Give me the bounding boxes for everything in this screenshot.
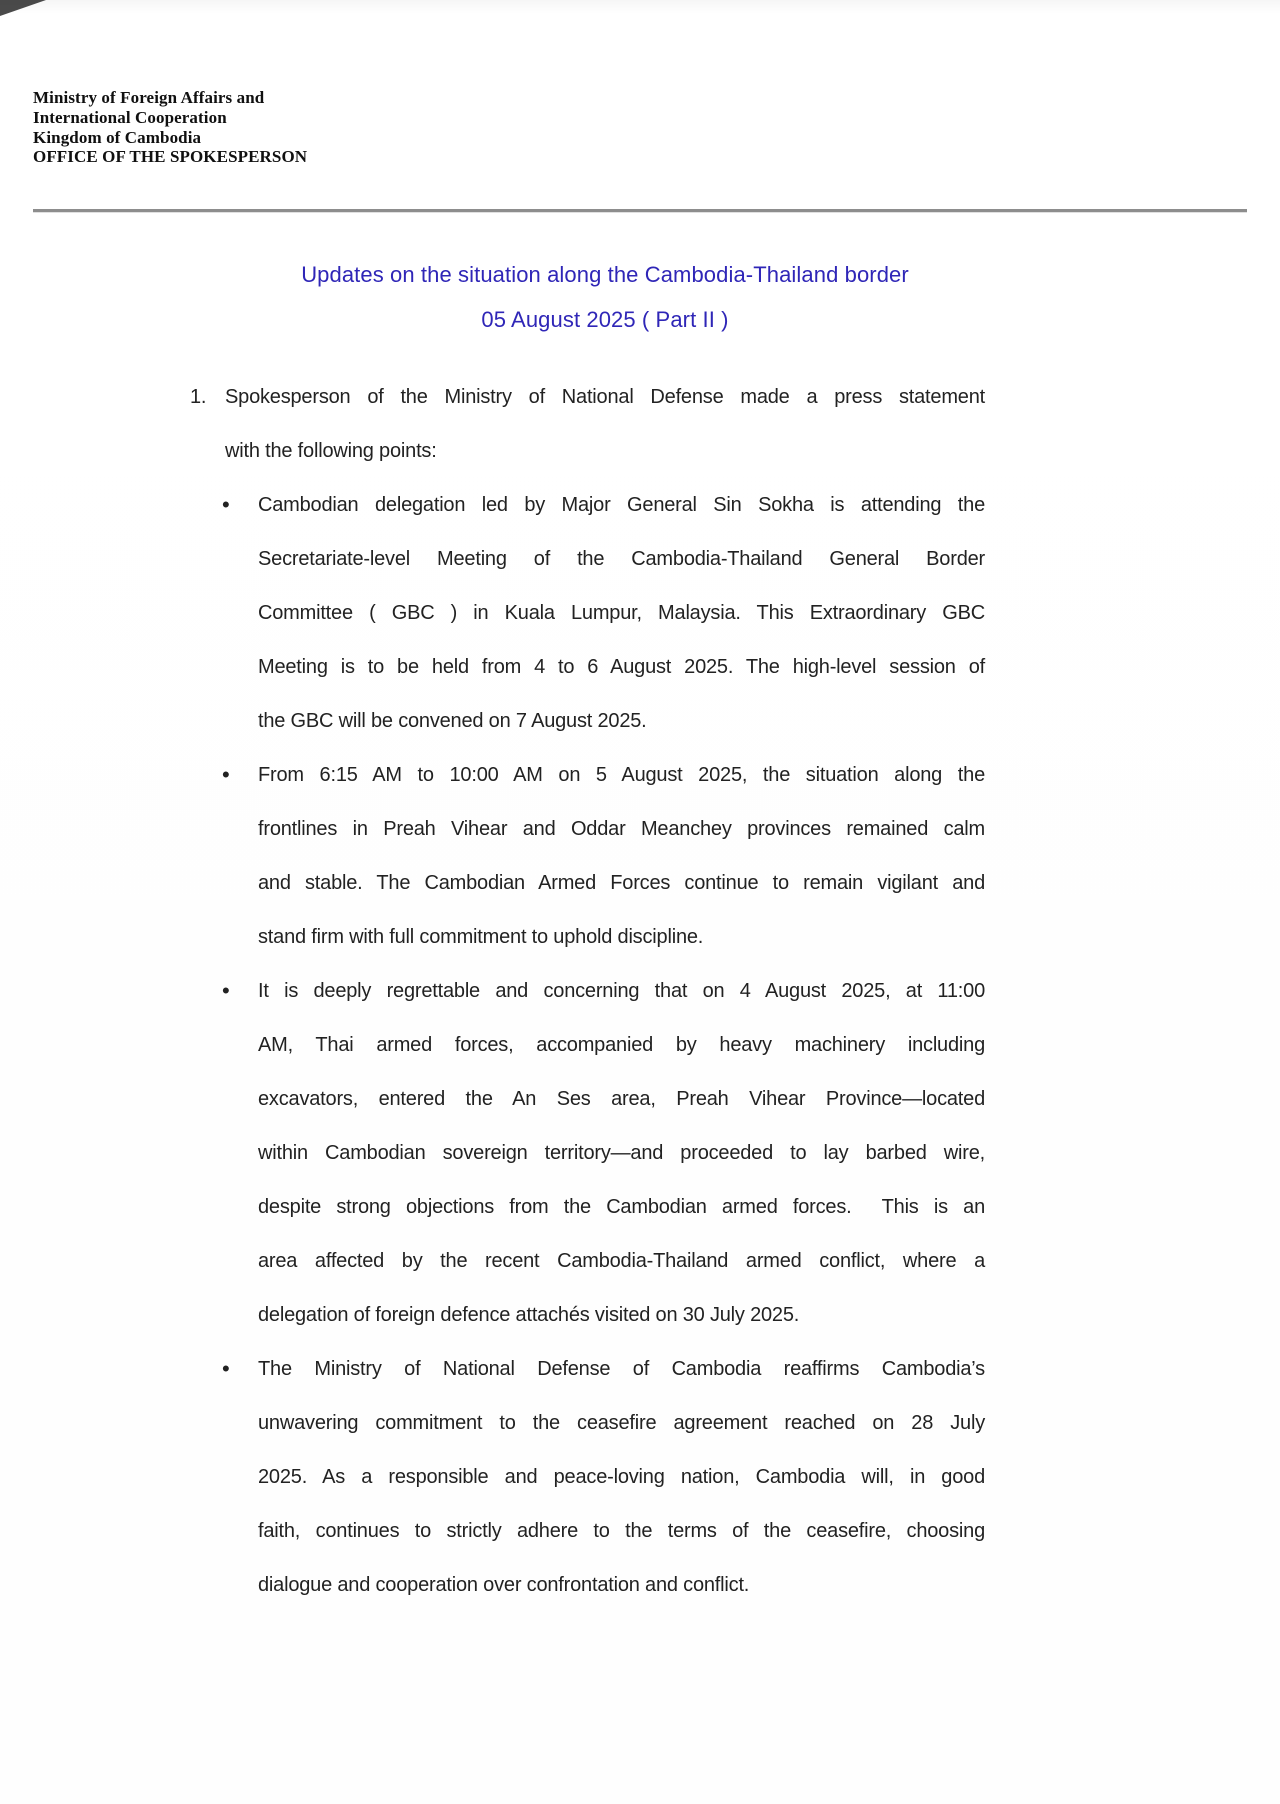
bullet-marker: • [222,762,230,787]
statement-body [190,370,985,1612]
bullet-line: frontlines in Preah Vihear and Oddar Meanchey provinces remained calm [258,818,985,840]
bullet-text [258,1342,985,1612]
bullet-item [190,748,985,964]
bullet-text [258,478,985,748]
bullet-line: within Cambodian sovereign territory—and proceeded to lay barbed wire, [258,1142,985,1164]
bullet-item [190,964,985,1342]
bullet-line: It is deeply regrettable and concerning that on 4 August 2025, at 11:00 [258,980,985,1002]
item-intro [225,370,985,478]
intro-line: with the following points: [225,440,437,462]
bullet-line: Committee ( GBC ) in Kuala Lumpur, Malaysia. This Extraordinary GBC [258,602,985,624]
bullet-line: From 6:15 AM to 10:00 AM on 5 August 2025, the situation along the [258,764,985,786]
bullet-text [258,748,985,964]
letterhead-line: OFFICE OF THE SPOKESPERSON [33,147,308,167]
bullet-line: Cambodian delegation led by Major General Sin Sokha is attending the [258,494,985,516]
item-number: 1. [190,386,207,408]
bullet-line: delegation of foreign defence attachés visited on 30 July 2025. [258,1304,800,1326]
bullet-line: faith, continues to strictly adhere to the terms of the ceasefire, choosing [258,1520,985,1542]
bullet-item [190,1342,985,1612]
intro-line: Spokesperson of the Ministry of National Defense made a press statement [225,386,985,408]
bullet-marker: • [222,978,230,1003]
letterhead [33,88,307,167]
bullet-line: excavators, entered the An Ses area, Preah Vihear Province—located [258,1088,985,1110]
bullet-line: Meeting is to be held from 4 to 6 August 2025. The high-level session of [258,656,985,678]
letterhead-line: Ministry of Foreign Affairs and [33,88,265,107]
bullet-line: Secretariate-level Meeting of the Cambodia-Thailand General Border [258,548,985,570]
bullet-line: 2025. As a responsible and peace-loving nation, Cambodia will, in good [258,1466,985,1488]
bullet-line: The Ministry of National Defense of Cambodia reaffirms Cambodia’s [258,1358,985,1380]
document-title-line1: Updates on the situation along the Cambodia-Thailand border [301,262,909,287]
bullet-item [190,478,985,748]
scan-corner-artifact [0,0,46,16]
letterhead-line: Kingdom of Cambodia [33,127,202,147]
bullet-line: the GBC will be convened on 7 August 2025. [258,710,647,732]
numbered-item [190,370,985,478]
bullet-line: AM, Thai armed forces, accompanied by heavy machinery including [258,1034,985,1056]
bullet-line: unwavering commitment to the ceasefire agreement reached on 28 July [258,1412,985,1434]
bullet-line: dialogue and cooperation over confrontation and conflict. [258,1574,750,1596]
bullet-line: despite strong objections from the Cambodian armed forces. This is an [258,1196,985,1218]
bullet-marker: • [222,1356,230,1381]
bullet-line: area affected by the recent Cambodia-Thailand armed conflict, where a [258,1250,985,1272]
document-title [225,252,985,342]
bullet-line: and stable. The Cambodian Armed Forces continue to remain vigilant and [258,872,985,894]
bullet-marker: • [222,492,230,517]
header-divider [33,209,1247,212]
document-title-line2: 05 August 2025 ( Part II ) [481,307,729,332]
letterhead-line: International Cooperation [33,107,227,127]
bullet-line: stand firm with full commitment to uphold discipline. [258,926,704,948]
bullet-text [258,964,985,1342]
